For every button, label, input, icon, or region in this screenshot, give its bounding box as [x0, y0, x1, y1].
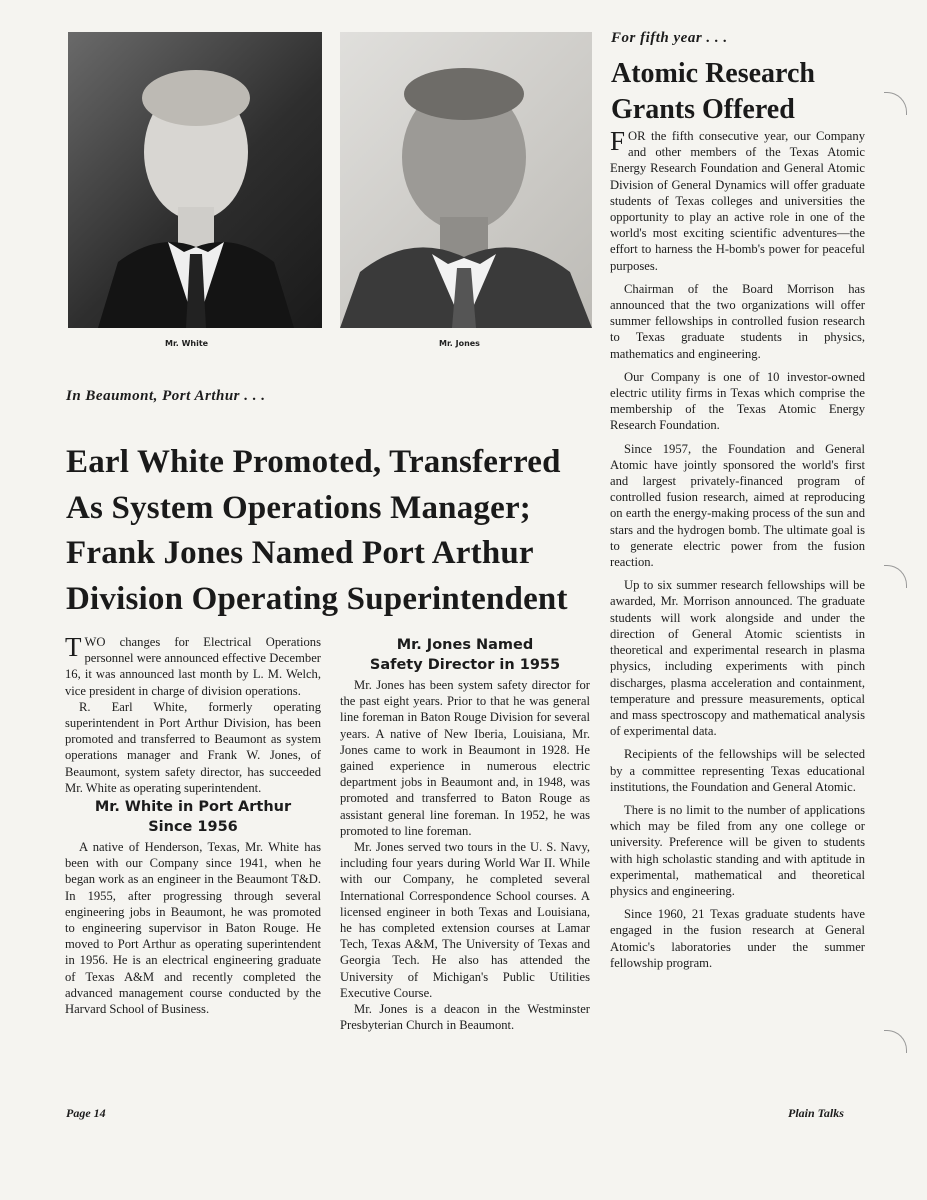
headline-line: Earl White Promoted, Transferred	[66, 444, 561, 480]
portrait-jones-image	[340, 32, 592, 328]
body-paragraph: Mr. Jones served two tours in the U. S. Navy, including four years during World War II. While with our Company, he completed several International Correspondence School courses. A licensed engineer in both Texas and Louisiana, he has completed extension courses at Lamar Tech, Texas A&M, The University of Texas and Georgia Tech. He also has attended the University of Michigan's Public Utilities Executive Course.	[340, 840, 590, 1000]
body-paragraph: Since 1960, 21 Texas graduate students have engaged in the fusion research at General Atomic's laboratories under the summer fellowship program.	[610, 907, 865, 970]
binder-mark	[884, 92, 907, 115]
body-paragraph: R. Earl White, formerly operating superintendent in Port Arthur Division, has been promoted and transferred to Beaumont as system operations manager and Frank W. Jones, of Beaumont, system safety director, has succeeded Mr. White as operating superintendent.	[65, 699, 321, 795]
article-kicker: In Beaumont, Port Arthur . . .	[66, 388, 266, 404]
headline-line: Frank Jones Named Port Arthur	[66, 535, 534, 571]
sidebar-title: Atomic Research Grants Offered	[611, 58, 815, 125]
headline-line: As System Operations Manager;	[66, 489, 531, 526]
intro-paragraph: FOR the fifth consecutive year, our Company and other members of the Texas Atomic Energy Research Foundation and General Atomic Division of General Dynamics will offer graduate students of Texas colleges and universities the opportunity to play an active role in one of the world's most exciting scientific adventures—the effort to harness the H-bomb's power for peaceful purposes.	[610, 126, 865, 273]
article-headline	[66, 440, 586, 622]
binder-mark	[884, 1030, 907, 1053]
body-paragraph: Our Company is one of 10 investor-owned electric utility firms in Texas which comprise the membership of the Texas Atomic Energy Research Foundation.	[610, 369, 865, 433]
portrait-photo-jones	[340, 32, 592, 328]
body-paragraph: Since 1957, the Foundation and General Atomic have jointly sponsored the world's first and largest privately-financed program of controlled fusion research, aimed at reproducing on earth the energy-making process of the sun and stars and the hydrogen bomb. The ultimate goal is to generate electric power from the fusion reaction.	[610, 441, 865, 570]
body-paragraph: A native of Henderson, Texas, Mr. White has been with our Company since 1941, when he began work as an engineer in the Beaumont T&D. In 1955, after progressing through several engineering jobs in Beaumont, he was promoted to engineering supervisor in Baton Rouge. He moved to Port Arthur as operating superintendent in 1956. He is an electrical engineering graduate of Texas A&M and recently completed the advanced management course conducted by the Harvard School of Business.	[65, 840, 321, 1017]
intro-paragraph: TWO changes for Electrical Operations personnel were announced effective December 16, it was announced last month by L. M. Welch, vice president in charge of division operations.	[65, 632, 321, 698]
body-paragraph: Mr. Jones is a deacon in the Westminster Presbyterian Church in Beaumont.	[340, 1002, 590, 1033]
publication-name: Plain Talks	[788, 1106, 844, 1120]
body-paragraph: Mr. Jones has been system safety director for the past eight years. Prior to that he was general line foreman in Baton Rouge Division for several years. A native of New Iberia, Louisiana, Mr. Jones came to work in Beaumont in 1928. He gained experience in numerous electric department jobs in Beaumont and, in 1948, was promoted and transferred to Baton Rouge as assistant general line foreman. In 1952, he was promoted to line foreman.	[340, 678, 590, 838]
body-paragraph: Recipients of the fellowships will be selected by a committee representing Texas educational institutions, the Foundation and General Atomic.	[610, 747, 865, 794]
portrait-photo-white	[68, 32, 322, 328]
body-paragraph: There is no limit to the number of applications which may be filed from any one college or university. Preference will be given to students with high scholastic standing and with aptitude in experimental, mathematical and theoretical physics and engineering.	[610, 802, 865, 898]
page-number: Page 14	[66, 1106, 106, 1120]
drop-cap: T	[65, 632, 82, 662]
article-column-middle	[340, 634, 590, 1033]
subheading: Mr. White in Port Arthur Since 1956	[94, 799, 292, 836]
body-paragraph: Chairman of the Board Morrison has announced that the two organizations will offer summer fellowships in controlled fusion research to Texas graduate students in physics, mathematics and engineering.	[610, 281, 865, 361]
body-paragraph: Up to six summer research fellowships will be awarded, Mr. Morrison announced. The graduate students will work alongside and under the direction of General Atomic scientists in theoretical and experimental research in plasma physics, including experiments with pinch discharges, plasma acceleration and containment, temperature and pressure measurements, optical and mass spectroscopy and mathematical analysis of experimental data.	[610, 578, 865, 739]
article-column-right	[610, 128, 865, 971]
article-column-left	[65, 634, 321, 1017]
photo-caption-white: Mr. White	[165, 339, 209, 348]
photo-caption-jones: Mr. Jones	[439, 339, 480, 348]
drop-cap: F	[610, 126, 626, 156]
subheading: Mr. Jones Named Safety Director in 1955	[369, 637, 561, 673]
sidebar-kicker: For fifth year . . .	[611, 30, 728, 46]
portrait-white-image	[68, 32, 322, 328]
headline-line: Division Operating Superintendent	[66, 580, 568, 617]
binder-mark	[884, 565, 907, 588]
